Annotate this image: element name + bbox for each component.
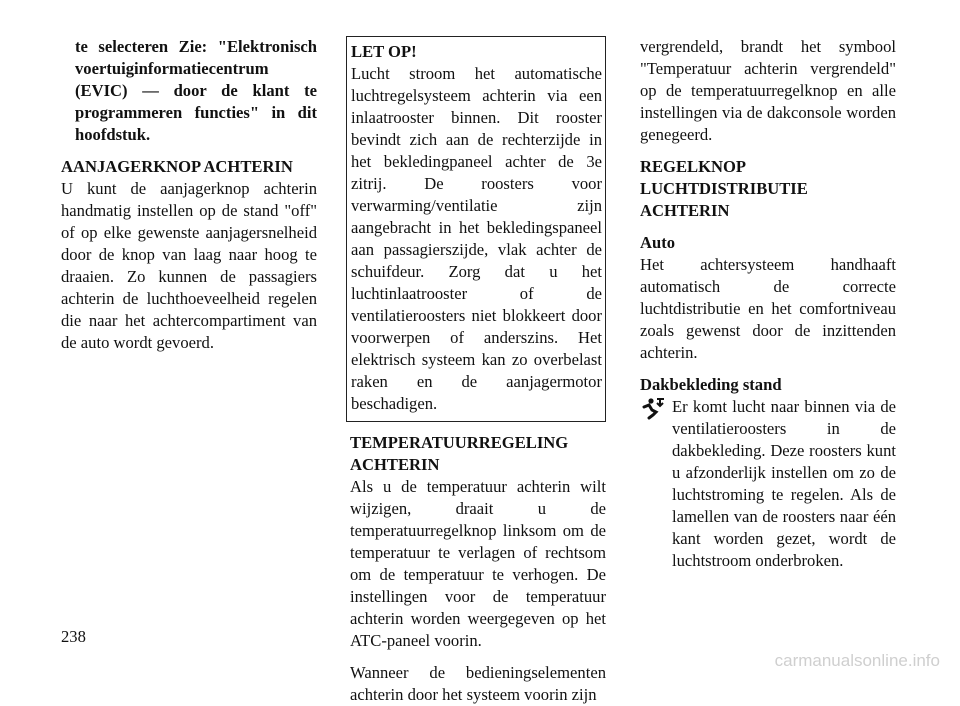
paragraph-headliner: Er komt lucht naar binnen via de ventilatieroosters in de dakbekleding. Deze roosters kunt u afzonderlijk instellen om zo de luchtstroming te regelen. Als de lamellen van de roosters naar één kant worden gezet, wordt de luchtstroom onderbroken. — [672, 397, 896, 570]
page-number: 238 — [61, 627, 86, 646]
paragraph-locked-continued: vergrendeld, brandt het symbool "Temperatuur achterin vergrendeld" op de temperatuurregelknop en alle instellingen via de dakconsole worden genegeerd. — [640, 37, 896, 144]
caution-title: LET OP! — [351, 42, 417, 61]
heading-temperature-rear: TEMPERATUURREGELING ACHTERIN — [350, 433, 569, 474]
caution-body: Lucht stroom het automatische luchtregelsysteem achterin via een inlaatrooster binnen. Dit rooster bevindt zich aan de rechterzijde in het bekledingpaneel achter de 3e zitrij. De roosters voor verwarming/ventilatie zijn aangebracht in het bekledingspaneel aan passagierszijde, vlak achter de schuifdeur. Zorg dat u het luchtinlaatrooster of de ventilatieroosters niet blokkeert door voorwerpen of anderszins. Het elektrisch systeem kan zo overbelast raken en de aanjagermotor beschadigen. — [351, 64, 602, 413]
column-left — [61, 36, 317, 354]
paragraph-blower-rear: U kunt de aanjagerknop achterin handmatig instellen op de stand "off" of op elke gewenste aanjagersnelheid door de knop van laag naar hoog te draaien. Zo kunnen de passagiers achterin de luchthoeveelheid regelen die naar het achtercompartiment van de auto wordt gevoerd. — [61, 179, 317, 352]
heading-air-distribution: REGELKNOP LUCHTDISTRIBUTIE ACHTERIN — [640, 157, 808, 220]
column-right — [640, 36, 896, 572]
paragraph-locked-controls: Wanneer de bedieningselementen achterin door het systeem voorin zijn — [350, 663, 606, 704]
subheading-auto: Auto — [640, 233, 676, 252]
headliner-block — [640, 396, 896, 572]
subheading-headliner: Dakbekleding stand — [640, 375, 782, 394]
continued-bold-reference: te selecteren Zie: "Elektronisch voertuiginformatiecentrum (EVIC) — door de klant te programmeren functies" in dit hoofdstuk. — [75, 37, 317, 144]
headliner-airflow-icon — [640, 396, 666, 422]
paragraph-temperature-rear: Als u de temperatuur achterin wilt wijzigen, draait u de temperatuurregelknop linksom om de temperatuur te verlagen of rechtsom om de temperatuur te verhogen. De instellingen voor de temperatuur achterin worden weergegeven op het ATC-paneel voorin. — [350, 477, 606, 650]
caution-box — [346, 36, 606, 422]
paragraph-auto: Het achtersysteem handhaaft automatisch de correcte luchtdistributie en het comfortniveau zoals gewenst door de inzittenden achterin. — [640, 255, 896, 362]
heading-blower-rear: AANJAGERKNOP ACHTERIN — [61, 157, 293, 176]
column-middle — [350, 36, 606, 706]
footer-watermark: carmanualsonline.info — [774, 651, 940, 670]
